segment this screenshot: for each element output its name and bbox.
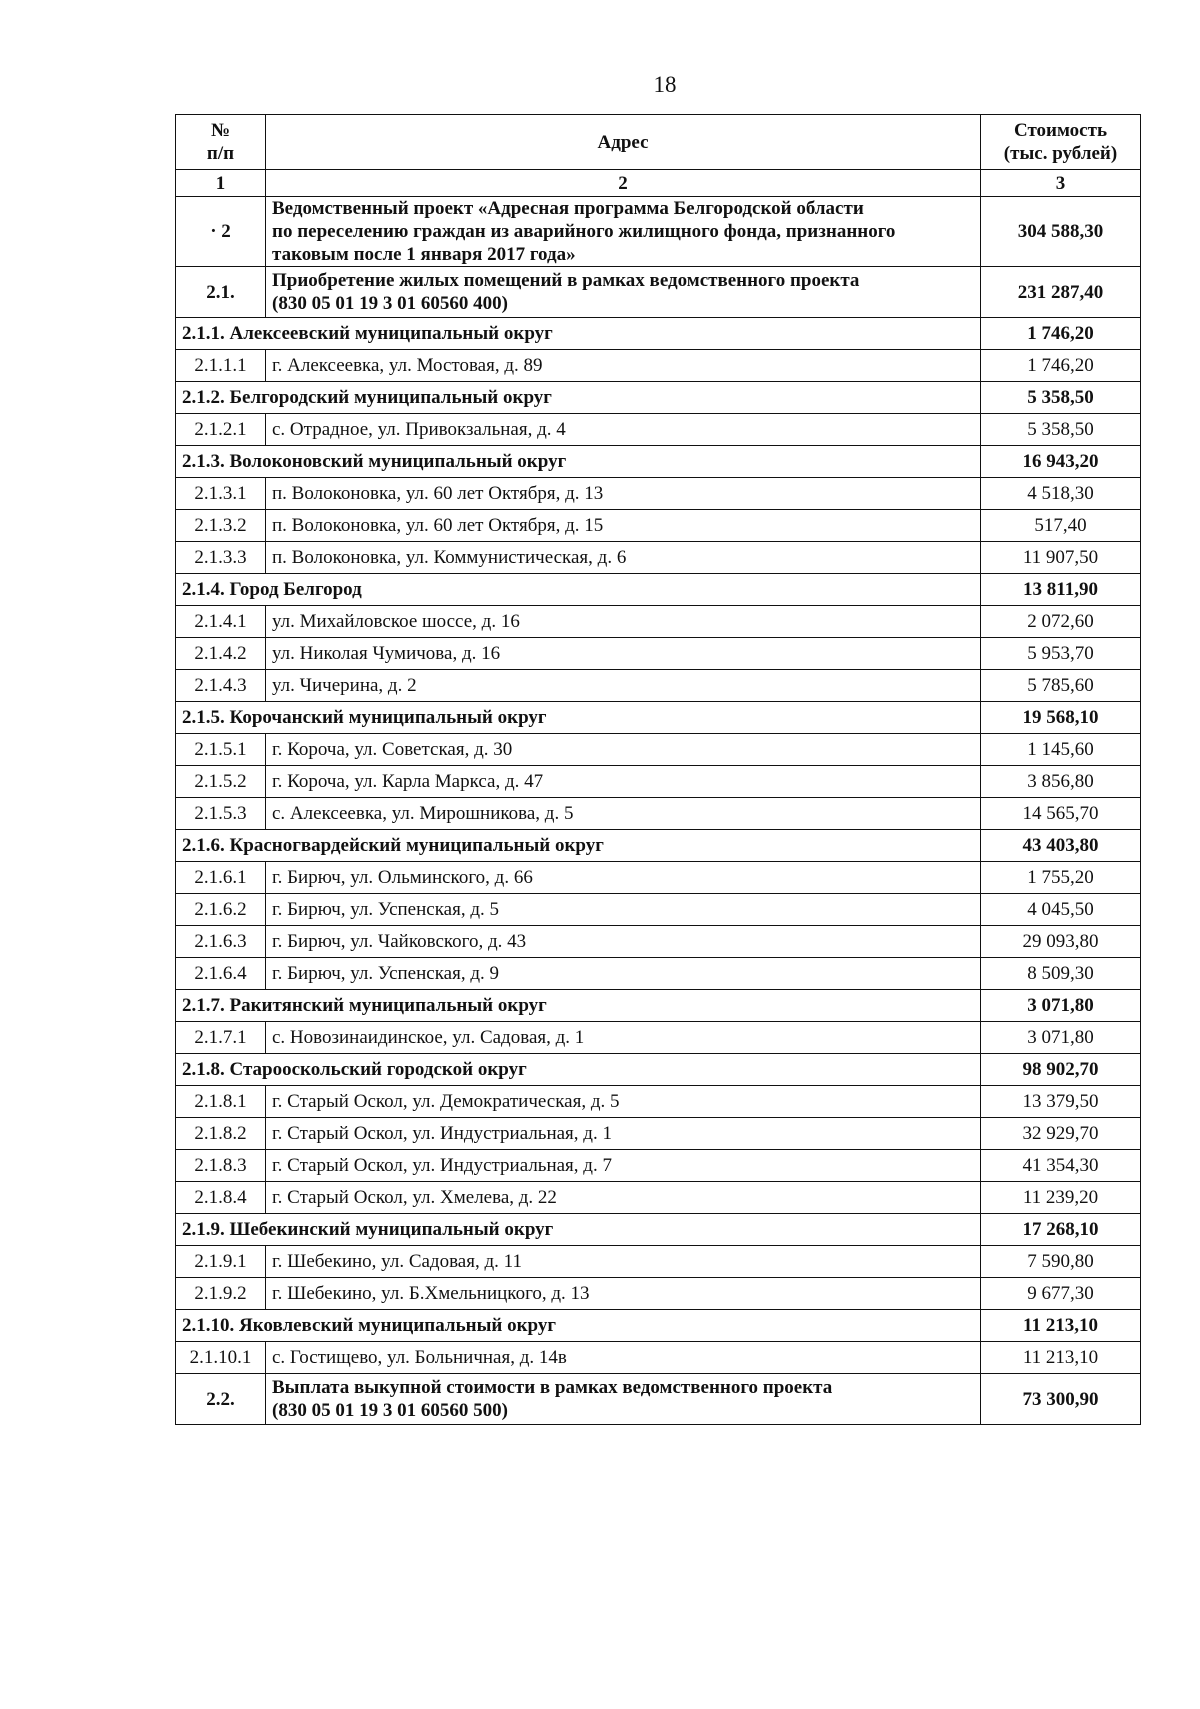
item-cost: 11 907,50: [981, 542, 1141, 574]
item-address: г. Старый Оскол, ул. Индустриальная, д. 7: [266, 1150, 981, 1182]
item-cost: 3 856,80: [981, 766, 1141, 798]
item-cost: 14 565,70: [981, 798, 1141, 830]
item-address: г. Короча, ул. Советская, д. 30: [266, 734, 981, 766]
section-2-1-title: Приобретение жилых помещений в рамках ведомственного проекта (830 05 01 19 3 01 60560 400): [266, 267, 981, 318]
section-2-1-number: 2.1.: [176, 267, 266, 318]
item-number: 2.1.8.3: [176, 1150, 266, 1182]
district-name: 2.1.4. Город Белгород: [176, 574, 981, 606]
item-address: г. Короча, ул. Карла Маркса, д. 47: [266, 766, 981, 798]
item-cost: 13 379,50: [981, 1086, 1141, 1118]
item-cost: 3 071,80: [981, 1022, 1141, 1054]
item-address: ул. Николая Чумичова, д. 16: [266, 638, 981, 670]
table-row: [176, 1182, 1141, 1214]
column-number-row: [176, 170, 1141, 197]
item-address: г. Старый Оскол, ул. Индустриальная, д. 1: [266, 1118, 981, 1150]
table-row: [176, 958, 1141, 990]
item-number: 2.1.1.1: [176, 350, 266, 382]
item-number: 2.1.5.3: [176, 798, 266, 830]
section-2-2-number: 2.2.: [176, 1374, 266, 1425]
table-body: [176, 115, 1141, 1425]
district-cost: 16 943,20: [981, 446, 1141, 478]
item-number: 2.1.8.4: [176, 1182, 266, 1214]
item-number: 2.1.6.2: [176, 894, 266, 926]
header-number: № п/п: [176, 115, 266, 170]
table-row: [176, 734, 1141, 766]
item-number: 2.1.7.1: [176, 1022, 266, 1054]
table-row: [176, 926, 1141, 958]
table-row: [176, 542, 1141, 574]
column-number-2: 2: [266, 170, 981, 197]
item-address: п. Волоконовка, ул. 60 лет Октября, д. 13: [266, 478, 981, 510]
item-number: 2.1.8.1: [176, 1086, 266, 1118]
district-subtotal-row: [176, 1054, 1141, 1086]
table-row: [176, 670, 1141, 702]
district-cost: 3 071,80: [981, 990, 1141, 1022]
item-address: с. Отрадное, ул. Привокзальная, д. 4: [266, 414, 981, 446]
item-cost: 517,40: [981, 510, 1141, 542]
district-cost: 43 403,80: [981, 830, 1141, 862]
section-2-1-cost: 231 287,40: [981, 267, 1141, 318]
item-cost: 41 354,30: [981, 1150, 1141, 1182]
item-number: 2.1.10.1: [176, 1342, 266, 1374]
item-number: 2.1.4.1: [176, 606, 266, 638]
item-address: п. Волоконовка, ул. Коммунистическая, д. 6: [266, 542, 981, 574]
column-number-1: 1: [176, 170, 266, 197]
district-cost: 17 268,10: [981, 1214, 1141, 1246]
table-row: [176, 1086, 1141, 1118]
item-number: 2.1.9.2: [176, 1278, 266, 1310]
table-row: [176, 510, 1141, 542]
district-subtotal-row: [176, 574, 1141, 606]
district-name: 2.1.6. Красногвардейский муниципальный округ: [176, 830, 981, 862]
item-address: г. Шебекино, ул. Садовая, д. 11: [266, 1246, 981, 1278]
district-cost: 19 568,10: [981, 702, 1141, 734]
item-address: ул. Михайловское шоссе, д. 16: [266, 606, 981, 638]
resettlement-cost-table: [175, 114, 1141, 1425]
item-cost: 4 045,50: [981, 894, 1141, 926]
item-number: 2.1.6.1: [176, 862, 266, 894]
district-subtotal-row: [176, 382, 1141, 414]
project-title: Ведомственный проект «Адресная программа Белгородской области по переселению граждан из аварийного жилищного фонда, признанного таковым после 1 января 2017 года»: [266, 197, 981, 267]
column-number-3: 3: [981, 170, 1141, 197]
table-row: [176, 350, 1141, 382]
district-cost: 98 902,70: [981, 1054, 1141, 1086]
table-row: [176, 1278, 1141, 1310]
district-name: 2.1.9. Шебекинский муниципальный округ: [176, 1214, 981, 1246]
item-address: ул. Чичерина, д. 2: [266, 670, 981, 702]
item-address: с. Гостищево, ул. Больничная, д. 14в: [266, 1342, 981, 1374]
item-cost: 7 590,80: [981, 1246, 1141, 1278]
project-row: [176, 197, 1141, 267]
table-row: [176, 894, 1141, 926]
district-cost: 11 213,10: [981, 1310, 1141, 1342]
item-address: г. Бирюч, ул. Ольминского, д. 66: [266, 862, 981, 894]
district-name: 2.1.7. Ракитянский муниципальный округ: [176, 990, 981, 1022]
item-number: 2.1.5.2: [176, 766, 266, 798]
district-cost: 13 811,90: [981, 574, 1141, 606]
section-2-2-row: [176, 1374, 1141, 1425]
item-number: 2.1.3.2: [176, 510, 266, 542]
item-number: 2.1.9.1: [176, 1246, 266, 1278]
item-cost: 1 746,20: [981, 350, 1141, 382]
table-row: [176, 638, 1141, 670]
item-address: с. Новозинаидинское, ул. Садовая, д. 1: [266, 1022, 981, 1054]
item-number: 2.1.3.1: [176, 478, 266, 510]
table-row: [176, 478, 1141, 510]
table-row: [176, 606, 1141, 638]
item-number: 2.1.2.1: [176, 414, 266, 446]
item-cost: 11 239,20: [981, 1182, 1141, 1214]
section-2-1-row: [176, 267, 1141, 318]
item-cost: 9 677,30: [981, 1278, 1141, 1310]
item-number: 2.1.6.4: [176, 958, 266, 990]
project-number: · 2: [176, 197, 266, 267]
table-row: [176, 1150, 1141, 1182]
item-address: п. Волоконовка, ул. 60 лет Октября, д. 15: [266, 510, 981, 542]
item-address: г. Бирюч, ул. Успенская, д. 9: [266, 958, 981, 990]
project-cost: 304 588,30: [981, 197, 1141, 267]
district-subtotal-row: [176, 1310, 1141, 1342]
item-number: 2.1.8.2: [176, 1118, 266, 1150]
table-row: [176, 1342, 1141, 1374]
district-subtotal-row: [176, 1214, 1141, 1246]
district-subtotal-row: [176, 990, 1141, 1022]
item-address: г. Алексеевка, ул. Мостовая, д. 89: [266, 350, 981, 382]
item-cost: 11 213,10: [981, 1342, 1141, 1374]
section-2-2-title: Выплата выкупной стоимости в рамках ведомственного проекта (830 05 01 19 3 01 60560 500): [266, 1374, 981, 1425]
item-cost: 5 358,50: [981, 414, 1141, 446]
section-2-2-cost: 73 300,90: [981, 1374, 1141, 1425]
item-address: с. Алексеевка, ул. Мирошникова, д. 5: [266, 798, 981, 830]
item-cost: 1 755,20: [981, 862, 1141, 894]
item-number: 2.1.5.1: [176, 734, 266, 766]
district-subtotal-row: [176, 318, 1141, 350]
district-name: 2.1.3. Волоконовский муниципальный округ: [176, 446, 981, 478]
header-address: Адрес: [266, 115, 981, 170]
item-number: 2.1.4.2: [176, 638, 266, 670]
table-row: [176, 414, 1141, 446]
item-cost: 4 518,30: [981, 478, 1141, 510]
district-subtotal-row: [176, 702, 1141, 734]
table-row: [176, 798, 1141, 830]
item-cost: 5 785,60: [981, 670, 1141, 702]
item-address: г. Старый Оскол, ул. Демократическая, д. 5: [266, 1086, 981, 1118]
item-number: 2.1.6.3: [176, 926, 266, 958]
item-cost: 1 145,60: [981, 734, 1141, 766]
district-name: 2.1.8. Старооскольский городской округ: [176, 1054, 981, 1086]
item-number: 2.1.4.3: [176, 670, 266, 702]
item-cost: 8 509,30: [981, 958, 1141, 990]
district-subtotal-row: [176, 446, 1141, 478]
table-header-row: [176, 115, 1141, 170]
table-row: [176, 1118, 1141, 1150]
district-cost: 1 746,20: [981, 318, 1141, 350]
header-cost: Стоимость (тыс. рублей): [981, 115, 1141, 170]
district-cost: 5 358,50: [981, 382, 1141, 414]
district-name: 2.1.1. Алексеевский муниципальный округ: [176, 318, 981, 350]
item-address: г. Старый Оскол, ул. Хмелева, д. 22: [266, 1182, 981, 1214]
district-name: 2.1.2. Белгородский муниципальный округ: [176, 382, 981, 414]
item-cost: 29 093,80: [981, 926, 1141, 958]
item-cost: 5 953,70: [981, 638, 1141, 670]
item-cost: 32 929,70: [981, 1118, 1141, 1150]
district-name: 2.1.5. Корочанский муниципальный округ: [176, 702, 981, 734]
table-row: [176, 1246, 1141, 1278]
item-address: г. Шебекино, ул. Б.Хмельницкого, д. 13: [266, 1278, 981, 1310]
item-address: г. Бирюч, ул. Успенская, д. 5: [266, 894, 981, 926]
page-number: 18: [653, 72, 677, 97]
table-row: [176, 1022, 1141, 1054]
item-address: г. Бирюч, ул. Чайковского, д. 43: [266, 926, 981, 958]
district-name: 2.1.10. Яковлевский муниципальный округ: [176, 1310, 981, 1342]
item-number: 2.1.3.3: [176, 542, 266, 574]
item-cost: 2 072,60: [981, 606, 1141, 638]
table-row: [176, 862, 1141, 894]
table-row: [176, 766, 1141, 798]
district-subtotal-row: [176, 830, 1141, 862]
